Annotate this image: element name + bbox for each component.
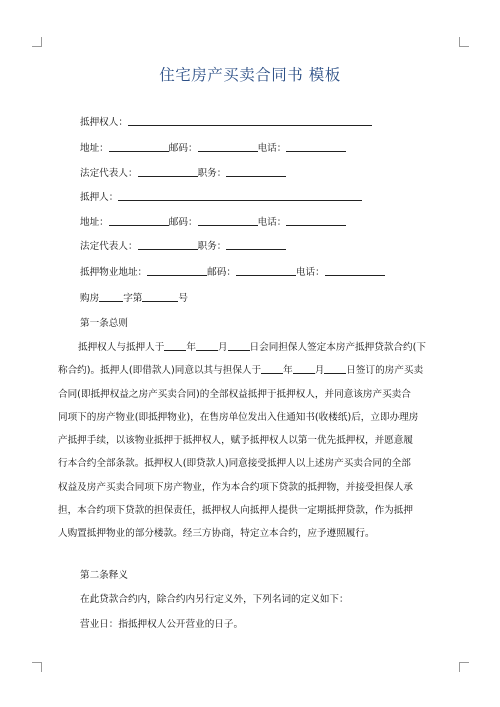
article-1-body (58, 336, 444, 546)
crop-mark-top-right (459, 37, 469, 47)
postcode-label: 邮码： (168, 217, 198, 228)
month-field[interactable] (293, 362, 315, 374)
mortgagee-label: 抵押权人： (80, 117, 128, 128)
purchase-mid: 字第 (123, 293, 143, 304)
postcode-field[interactable] (198, 140, 258, 152)
phone-label: 电话： (257, 217, 287, 228)
postcode-field[interactable] (198, 214, 258, 226)
phone-field[interactable] (325, 264, 385, 276)
mortgagor-field[interactable] (118, 189, 362, 201)
address-field[interactable] (109, 140, 169, 152)
mortgagor-address-line (80, 214, 346, 230)
postcode-label: 邮码： (168, 143, 198, 154)
mortgagor-legal-rep-line (80, 238, 286, 254)
document-title: 住宅房产买卖合同书 模板 (159, 66, 341, 84)
property-label: 抵押物业地址： (80, 267, 148, 278)
address-label: 地址： (80, 143, 109, 154)
article-1-line-6: 行本合约全部条款。抵押权人(即贷款人)同意接受抵押人以上述房产买卖合同的全部 (58, 458, 411, 470)
position-field[interactable] (226, 238, 286, 250)
phone-label: 电话： (295, 267, 325, 278)
month-field[interactable] (196, 339, 218, 351)
phone-field[interactable] (286, 214, 346, 226)
purchase-number-line (80, 290, 188, 306)
day-field[interactable] (324, 362, 346, 374)
crop-mark-bottom-left (32, 662, 42, 672)
purchase-prefix: 购房 (80, 293, 100, 304)
mortgagee-address-line (80, 140, 346, 156)
definition-business-day: 营业日：指抵押权人公开营业的日子。 (80, 619, 244, 630)
property-address-line (80, 264, 385, 280)
purchase-code-field[interactable] (99, 290, 123, 302)
year-field[interactable] (261, 362, 283, 374)
legal-rep-label: 法定代表人： (80, 241, 138, 252)
day-field[interactable] (228, 339, 250, 351)
mortgagee-line (80, 114, 372, 130)
legal-rep-field[interactable] (138, 238, 198, 250)
article-1-line-2: 称合约)。抵押人(即借款人)同意以其与担保人于 年 月 日签订的房产买卖 (58, 359, 444, 382)
mortgagor-label: 抵押人： (80, 192, 119, 203)
mortgagee-field[interactable] (128, 114, 372, 126)
article-1-line-4: 同项下的房产物业(即抵押物业)，在售房单位发出入住通知书(收楼纸)后，立即办理房 (58, 411, 419, 423)
article-1-line-5: 产抵押手续，以该物业抵押于抵押权人，赋予抵押权人以第一优先抵押权，并愿意履 (58, 435, 413, 447)
address-field[interactable] (109, 214, 169, 226)
phone-field[interactable] (286, 140, 346, 152)
mortgagee-legal-rep-line (80, 165, 286, 181)
article-1-line-7: 权益及房产买卖合同项下房产物业，作为本合约项下贷款的抵押物，并接受担保人承 (58, 481, 413, 493)
article-1-line-1: 抵押权人与抵押人于 年 月 日会同担保人签定本房产抵押贷款合约(下 (58, 336, 444, 359)
article-1-line-8: 担，本合约项下贷款的担保责任，抵押权人向抵押人提供一定期抵押贷款，作为抵押 (58, 505, 413, 517)
crop-mark-bottom-right (459, 662, 469, 672)
mortgagor-line (80, 189, 362, 205)
legal-rep-field[interactable] (138, 165, 198, 177)
position-label: 职务： (197, 168, 227, 179)
property-field[interactable] (147, 264, 207, 276)
year-field[interactable] (164, 339, 186, 351)
purchase-suffix: 号 (178, 293, 188, 304)
article-1-line-3: 合同(即抵押权益之房产买卖合同)的全部权益抵押于抵押权人，并同意该房产买卖合 (58, 388, 411, 400)
position-field[interactable] (226, 165, 286, 177)
address-label: 地址： (80, 217, 109, 228)
article-2-intro: 在此贷款合约内，除合约内另行定义外，下列名词的定义如下： (80, 594, 349, 605)
postcode-field[interactable] (236, 264, 296, 276)
legal-rep-label: 法定代表人： (80, 168, 138, 179)
article-1-heading: 第一条总则 (80, 318, 128, 329)
phone-label: 电话： (257, 143, 287, 154)
position-label: 职务： (197, 241, 227, 252)
postcode-label: 邮码： (207, 267, 236, 278)
article-1-line-9: 人购置抵押物业的部分楼款。经三方协商，特定立本合约，应予遵照履行。 (58, 528, 375, 540)
crop-mark-top-left (32, 37, 42, 47)
article-2-heading: 第二条释义 (80, 570, 128, 581)
purchase-number-field[interactable] (142, 290, 178, 302)
